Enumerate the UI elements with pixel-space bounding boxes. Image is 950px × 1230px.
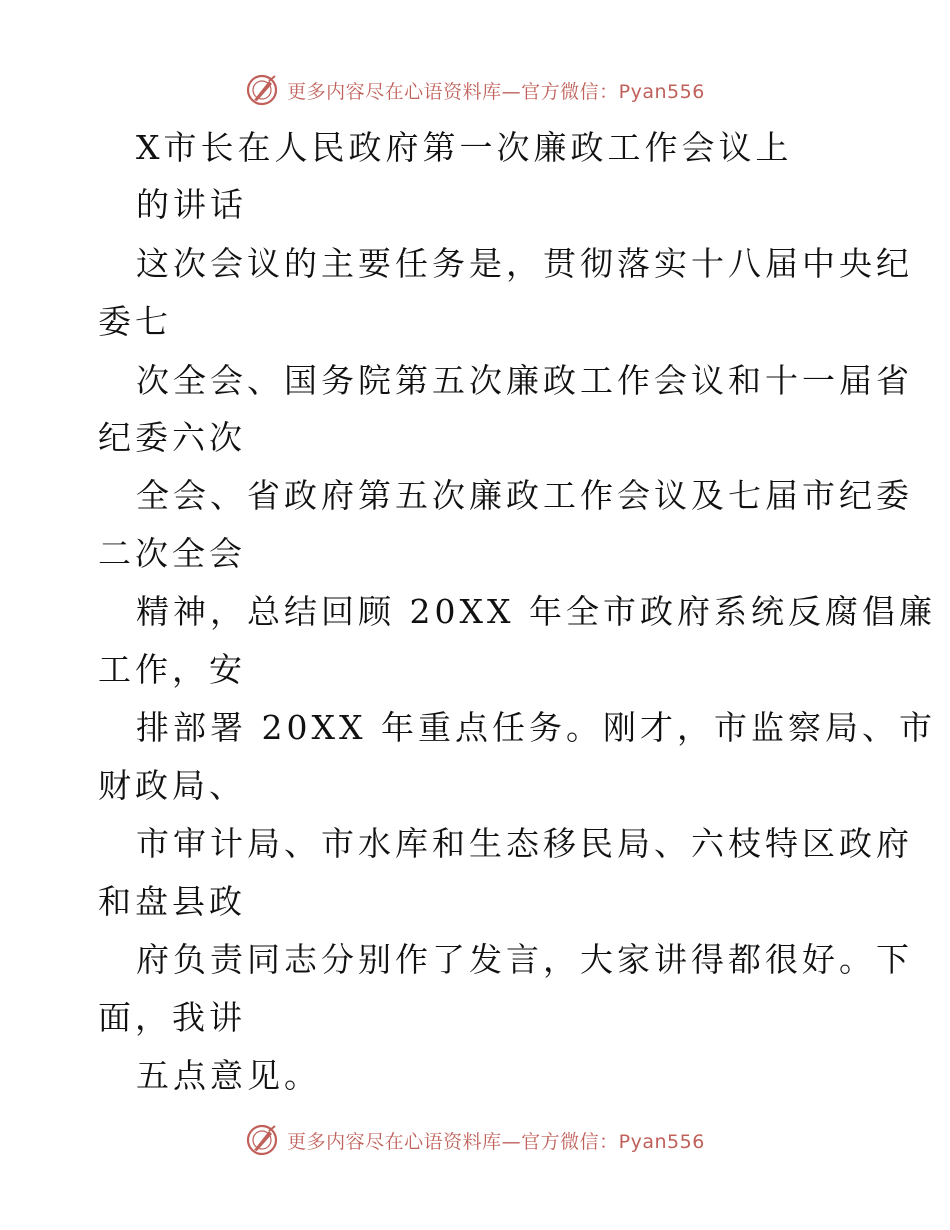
paragraph-line: 工作，安 xyxy=(98,650,246,689)
paragraph-line: 财政局、 xyxy=(98,766,246,805)
paragraph-line: 次全会、国务院第五次廉政工作会议和十一届省 xyxy=(136,361,913,400)
paragraph-line: 纪委六次 xyxy=(98,418,246,457)
paragraph-line: 五点意见。 xyxy=(136,1056,321,1095)
quill-seal-icon xyxy=(245,73,279,107)
header-banner-text: 更多内容尽在心语资料库—官方微信：Pyan556 xyxy=(287,80,705,103)
paragraph-line: 委七 xyxy=(98,302,172,341)
paragraph-line: 二次全会 xyxy=(98,534,246,573)
document-title-line-2: 的讲话 xyxy=(136,185,247,224)
paragraph-line: 市审计局、市水库和生态移民局、六枝特区政府 xyxy=(136,824,913,863)
paragraph-line: 和盘县政 xyxy=(98,882,246,921)
paragraph-line: 全会、省政府第五次廉政工作会议及七届市纪委 xyxy=(136,476,913,515)
paragraph-line: 排部署 20XX 年重点任务。刚才，市监察局、市 xyxy=(136,708,936,747)
footer-banner xyxy=(0,1118,950,1162)
document-title-line-1: X市长在人民政府第一次廉政工作会议上 xyxy=(136,128,793,167)
quill-seal-icon xyxy=(245,1123,279,1157)
paragraph-line: 面，我讲 xyxy=(98,998,246,1037)
paragraph-line: 精神，总结回顾 20XX 年全市政府系统反腐倡廉 xyxy=(136,592,936,631)
footer-banner-text: 更多内容尽在心语资料库—官方微信：Pyan556 xyxy=(287,1130,705,1153)
paragraph-line: 这次会议的主要任务是，贯彻落实十八届中央纪 xyxy=(136,244,913,283)
header-banner xyxy=(0,68,950,112)
paragraph-line: 府负责同志分别作了发言，大家讲得都很好。下 xyxy=(136,940,913,979)
